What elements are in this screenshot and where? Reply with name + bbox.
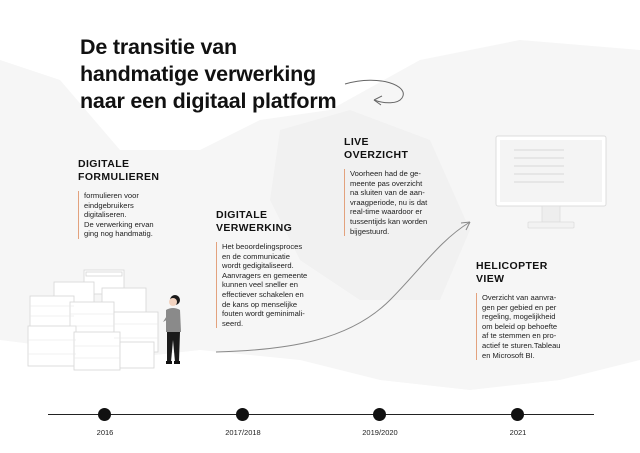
- stage-title-line: VIEW: [476, 273, 505, 285]
- person-illustration: [158, 292, 188, 366]
- stage-text-line: eindgebruikers: [84, 200, 134, 210]
- stage-title-line: FORMULIEREN: [78, 171, 160, 183]
- stage-description: [216, 242, 307, 328]
- stage-text-line: wordt gedigitaliseerd.: [222, 261, 294, 271]
- stage-text-line: bijgestuurd.: [350, 226, 390, 236]
- stage-text-line: kunnen veel sneller en: [222, 280, 298, 290]
- stage-digitale-formulieren: [78, 158, 159, 239]
- timeline-year: 2019/2020: [362, 428, 398, 437]
- title-line: De transitie van: [80, 35, 237, 59]
- stage-description: [476, 293, 561, 360]
- stage-text-line: real-time waardoor er: [350, 207, 423, 217]
- stage-text-line: om beleid op behoefte: [482, 321, 558, 331]
- timeline-dot: [98, 408, 111, 421]
- stage-text-line: digitaliseren.: [84, 210, 127, 220]
- stage-text-line: Overzicht van aanvra-: [482, 293, 557, 302]
- stage-description: [78, 191, 159, 239]
- title-line: naar een digitaal platform: [80, 89, 337, 113]
- stage-text-line: tussentijds kan worden: [350, 216, 428, 226]
- stage-text-line: meente pas overzicht: [350, 178, 423, 188]
- stage-title-line: DIGITALE: [78, 158, 130, 170]
- stage-text-line: actief te sturen.Tableau: [482, 340, 561, 350]
- timeline-dot: [373, 408, 386, 421]
- stage-text-line: regeling, mogelijkheid: [482, 312, 556, 322]
- stage-live-overzicht: [344, 136, 427, 236]
- stage-text-line: De verwerking ervan: [84, 219, 154, 229]
- timeline-year: 2017/2018: [225, 428, 261, 437]
- stage-digitale-verwerking: [216, 209, 307, 328]
- stage-text-line: Het beoordelingsproces: [222, 242, 303, 251]
- stage-title-line: LIVE: [344, 136, 369, 148]
- stage-text-line: vraagperiode, nu is dat: [350, 197, 428, 207]
- stage-title: [78, 158, 159, 184]
- stage-text-line: Voorheen had de ge-: [350, 169, 421, 178]
- stage-text-line: en de communicatie: [222, 251, 290, 261]
- title-line: handmatige verwerking: [80, 62, 316, 86]
- stage-text-line: na sluiten van de aan-: [350, 188, 425, 198]
- timeline-dot: [511, 408, 524, 421]
- monitor-illustration: [494, 134, 610, 234]
- timeline-year: 2016: [96, 428, 114, 437]
- stage-text-line: af te stemmen en pro-: [482, 331, 557, 341]
- timeline-year: 2021: [509, 428, 527, 437]
- stage-text-line: seerd.: [222, 318, 244, 328]
- stage-text-line: Aanvragers en gemeente: [222, 270, 308, 280]
- stage-title-line: OVERZICHT: [344, 149, 409, 161]
- timeline-dot: [236, 408, 249, 421]
- stage-text-line: effectiever schakelen en: [222, 289, 304, 299]
- stage-text-line: de kans op menselijke: [222, 299, 298, 309]
- stage-title-line: HELICOPTER: [476, 260, 548, 272]
- stage-title: [216, 209, 307, 235]
- stage-description: [344, 169, 427, 236]
- stage-title-line: VERWERKING: [216, 222, 293, 234]
- paper-stacks-illustration: [24, 262, 164, 372]
- stage-text-line: gen per gebied en per: [482, 302, 557, 312]
- stage-text-line: en Microsoft BI.: [482, 350, 535, 360]
- stage-text-line: fouten wordt geminimali-: [222, 309, 305, 319]
- stage-helicopter-view: [476, 260, 561, 360]
- stage-title: [476, 260, 561, 286]
- stage-title-line: DIGITALE: [216, 209, 268, 221]
- stage-title: [344, 136, 427, 162]
- stage-text-line: formulieren voor: [84, 191, 139, 200]
- stage-text-line: ging nog handmatig.: [84, 229, 153, 239]
